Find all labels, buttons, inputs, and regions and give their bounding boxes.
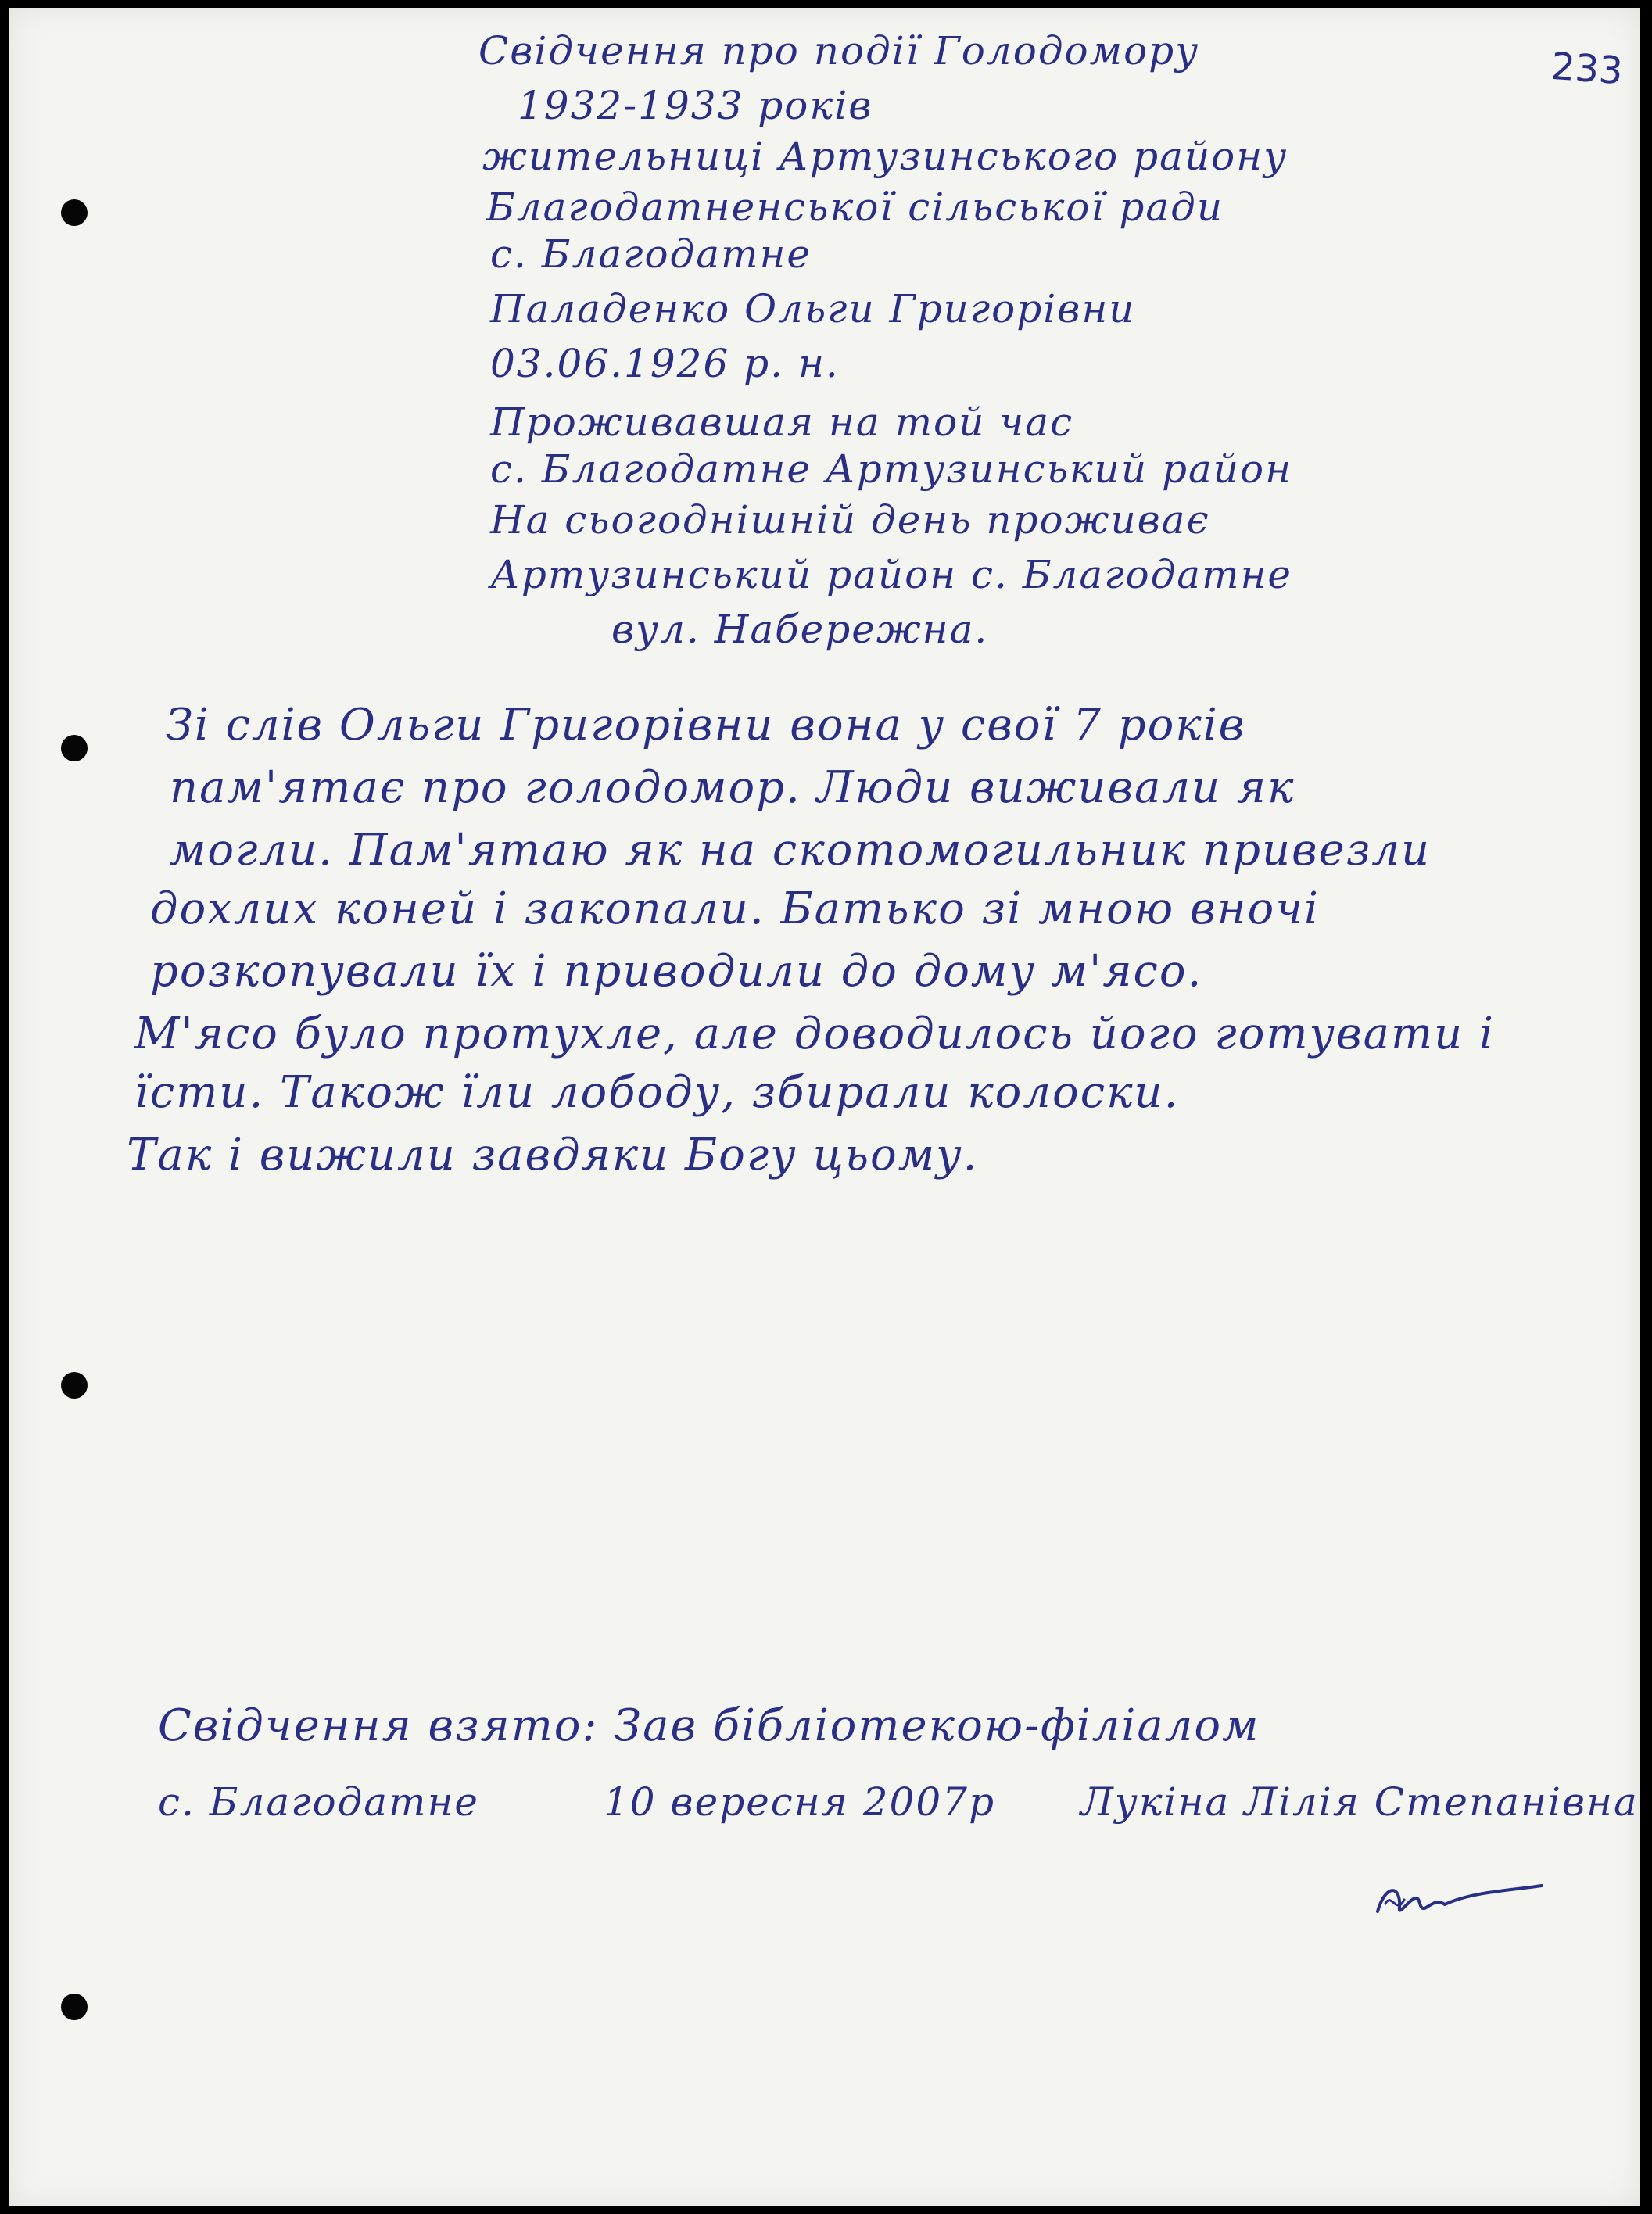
recorded-date: 10 вересня 2007р: [604, 1779, 995, 1825]
document-page: [9, 8, 1640, 2206]
punch-hole: [61, 1372, 88, 1399]
punch-hole: [61, 199, 88, 226]
testimony-line: Так і вижили завдяки Богу цьому.: [127, 1130, 979, 1180]
signature-icon: [1370, 1868, 1550, 1931]
recorder-name: Лукіна Лілія Степанівна: [1080, 1779, 1639, 1825]
testimony-line: пам'ятає про голодомор. Люди виживали як: [170, 762, 1295, 813]
header-council: Благодатненської сільської ради: [486, 184, 1224, 230]
testimony-line: розкопували їх і приводили до дому м'ясо.: [150, 946, 1203, 997]
page-number: 233: [1550, 44, 1625, 94]
testimony-line: М'ясо було протухле, але доводилось його готувати і: [134, 1008, 1495, 1059]
current-residence-label: На сьогоднішній день проживає: [490, 497, 1210, 543]
witness-birthdate: 03.06.1926 р. н.: [490, 341, 840, 386]
header-resident: жительниці Артузинського району: [482, 134, 1288, 179]
punch-hole: [61, 1994, 88, 2020]
lived-place: с. Благодатне Артузинський район: [490, 446, 1293, 492]
testimony-line: Зі слів Ольги Григорівни вона у свої 7 років: [166, 700, 1246, 751]
header-years: 1932-1933 років: [518, 83, 873, 128]
header-title: Свідчення про події Голодомору: [478, 28, 1200, 73]
witness-name: Паладенко Ольги Григорівни: [490, 286, 1136, 331]
lived-label: Проживавшая на той час: [490, 399, 1074, 445]
testimony-line: дохлих коней і закопали. Батько зі мною вночі: [150, 883, 1320, 934]
punch-hole: [61, 735, 88, 761]
recorded-by-line: Свідчення взято: Зав бібліотекою-філіалом: [158, 1700, 1260, 1751]
street-address: вул. Набережна.: [611, 607, 989, 652]
testimony-line: їсти. Також їли лободу, збирали колоски.: [134, 1067, 1180, 1118]
current-residence-place: Артузинський район с. Благодатне: [490, 552, 1293, 597]
recorded-village: с. Благодатне: [158, 1779, 479, 1825]
header-village: с. Благодатне: [490, 231, 812, 277]
testimony-line: могли. Пам'ятаю як на скотомогильник привезли: [170, 825, 1432, 876]
